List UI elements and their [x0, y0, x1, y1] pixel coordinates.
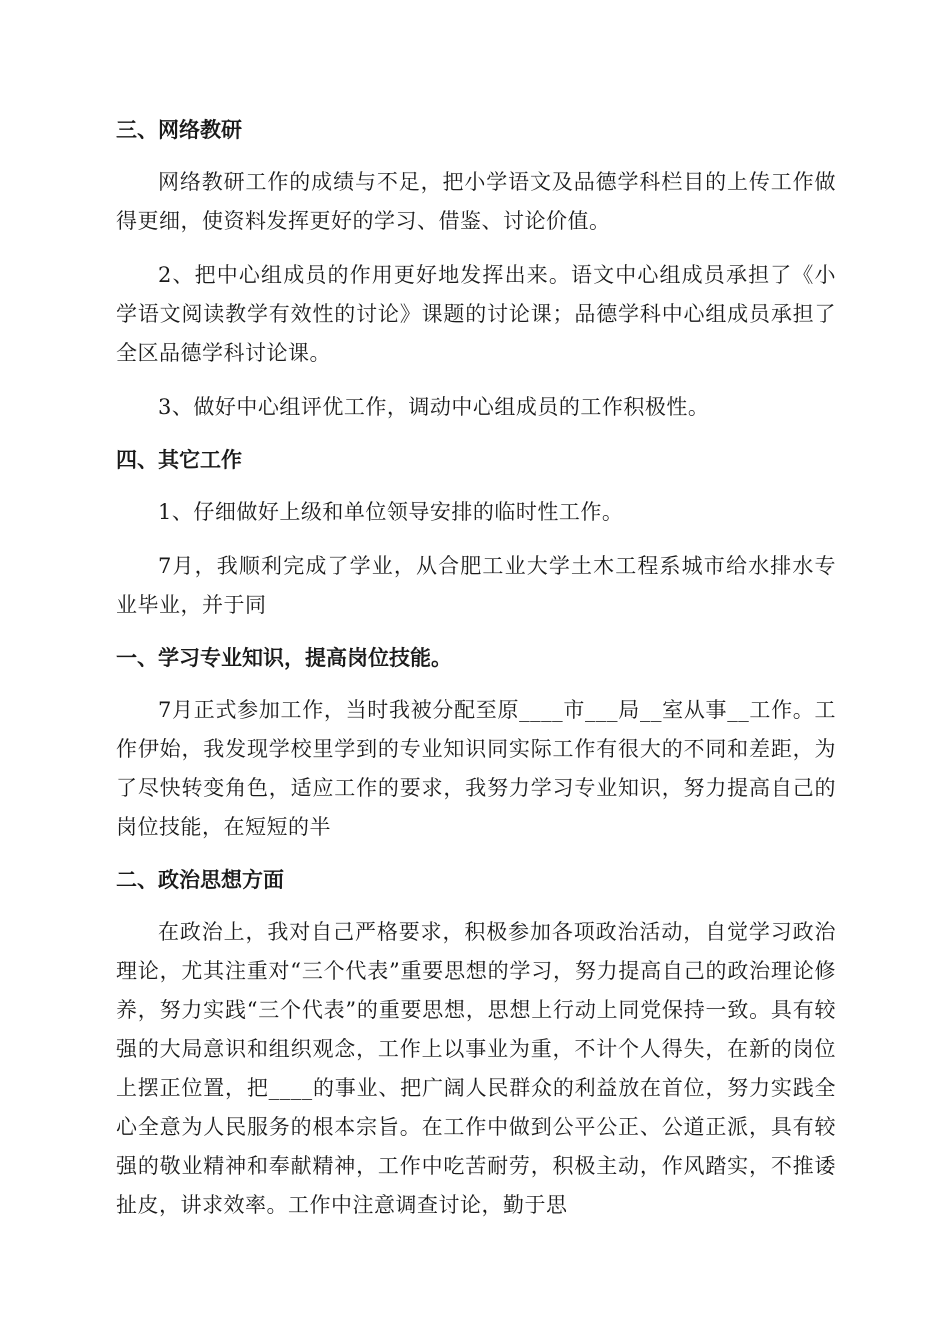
section-heading-network-research: 三、网络教研: [116, 118, 242, 142]
paragraph: 7月，我顺利完成了学业，从合肥工业大学土木工程系城市给水排水专业毕业，并于同: [116, 554, 836, 617]
paragraph: 在政治上，我对自己严格要求，积极参加各项政治活动，自觉学习政治理论，尤其注重对“三个代表”重要思想的学习，努力提高自己的政治理论修养，努力实践“三个代表”的重要思想，思想上行动上同党保持一致。具有较强的大局意识和组织观念，工作上以事业为重，不计个人得失，在新的岗位上摆正位置，把____的事业、把广阔人民群众的利益放在首位，努力实践全心全意为人民服务的根本宗旨。在工作中做到公平公正、公道正派，具有较强的敬业精神和奉献精神，工作中吃苦耐劳，积极主动，作风踏实，不推诿扯皮，讲求效率。工作中注意调查讨论，勤于思: [116, 920, 836, 1217]
paragraph: 1、仔细做好上级和单位领导安排的临时性工作。: [158, 500, 624, 524]
paragraph: 3、做好中心组评优工作，调动中心组成员的工作积极性。: [158, 395, 710, 419]
paragraph: 7月正式参加工作，当时我被分配至原____市___局__室从事__工作。工作伊始，我发现学校里学到的专业知识同实际工作有很大的不同和差距，为了尽快转变角色，适应工作的要求，我努力学习专业知识，努力提高自己的岗位技能，在短短的半: [116, 698, 836, 839]
section-heading-other-work: 四、其它工作: [116, 448, 242, 472]
section-heading-political-thought: 二、政治思想方面: [116, 868, 284, 892]
paragraph: 网络教研工作的成绩与不足，把小学语文及品德学科栏目的上传工作做得更细，使资料发挥更好的学习、借鉴、讨论价值。: [116, 170, 836, 233]
document-body: [116, 112, 836, 1225]
paragraph: 2、把中心组成员的作用更好地发挥出来。语文中心组成员承担了《小学语文阅读教学有效性的讨论》课题的讨论课；品德学科中心组成员承担了全区品德学科讨论课。: [116, 263, 836, 365]
section-heading-professional-skills: 一、学习专业知识，提高岗位技能。: [116, 646, 452, 670]
